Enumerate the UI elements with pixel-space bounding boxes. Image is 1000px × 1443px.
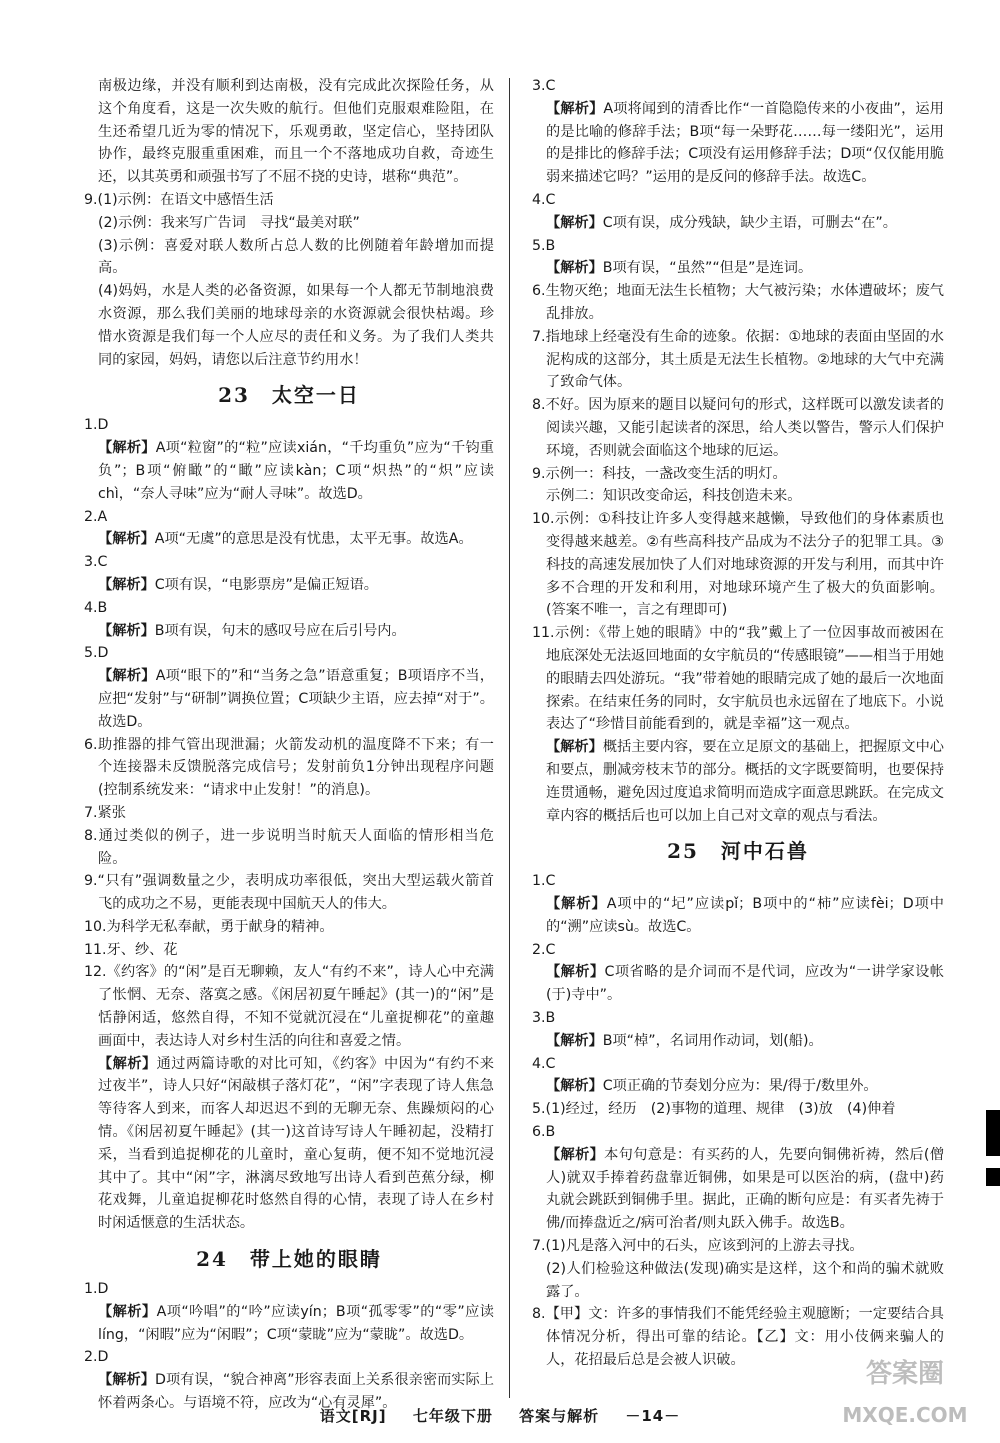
answer-item: 5.(1)经过，经历 (2)事物的道理、规律 (3)放 (4)伸着 — [532, 1101, 896, 1118]
analysis-paragraph — [84, 1301, 494, 1347]
answer-item: 7.紧张 — [84, 804, 126, 821]
analysis-paragraph — [84, 665, 494, 733]
section-24-answers-cont — [532, 75, 944, 827]
analysis-text: C项正确的节奏划分应为：果/得于/数里外。 — [602, 1078, 878, 1095]
analysis-paragraph — [84, 1053, 494, 1235]
analysis-paragraph — [532, 893, 944, 939]
q9-answers — [84, 189, 494, 371]
answer-item: 12.《约客》的“闲”是百无聊赖，友人“有约不来”，诗人心中充满了怅惘、无奈、落寞之感。《闲居初夏午睡起》(其一)的“闲”是恬静闲适，悠然自得，不知不觉就沉浸在“儿童捉柳花”的童趣画面中，表达诗人对乡村生活的向往和喜爱之情。 — [84, 964, 494, 1049]
answer-line: (4)妈妈，水是人类的必备资源，如果每一个人都无节制地浪费水资源，那么我们美丽的地球母亲的水资源就会很快枯竭。珍惜水资源是我们每一个人应尽的责任和义务。为了我们人类共同的家园，妈妈，请您以后注意节约用水！ — [98, 283, 494, 368]
analysis-text: A项“吟唱”的“吟”应读yín；B项“孤零零”的“零”应读líng，“闲暇”应为“闲暇”；C项“蒙眬”应为“蒙眬”。故选D。 — [98, 1303, 494, 1343]
answer-item: 3.C — [532, 78, 556, 94]
answer-item: 6.生物灭绝；地面无法生长植物；大气被污染；水体遭破坏；废气乱排放。 — [532, 283, 944, 322]
analysis-tag: 【解析】 — [546, 260, 603, 277]
answer-item: 5.D — [84, 645, 109, 662]
analysis-paragraph — [532, 1144, 944, 1235]
analysis-tag: 【解析】 — [546, 964, 605, 981]
analysis-text: A项将闻到的清香比作“一首隐隐传来的小夜曲”，运用的是比喻的修辞手法；B项“每一朵野花……每一缕阳光”，运用的是排比的修辞手法；C项没有运用修辞手法；D项“仅仅能用脆弱来描述它吗？”运用的是反问的修辞手法。故选C。 — [546, 100, 944, 186]
footer-grade: 七年级下册 — [412, 1407, 493, 1425]
analysis-text: A项“眼下的”和“当务之急”语意重复；B项语序不当，应把“发射”与“研制”调换位置；C项缺少主语，应去掉“对于”。故选D。 — [98, 668, 494, 730]
analysis-text: 通过两篇诗歌的对比可知，《约客》中因为“有约不来过夜半”，诗人只好“闲敲棋子落灯花”，“闲”字表现了诗人焦急等待客人到来，而客人却迟迟不到的无聊无奈、焦躁烦闷的心情。《闲居初夏午睡起》(其一)这首诗写诗人午睡初起，没精打采，当看到追捉柳花的儿童时，童心复萌，便不知不觉地沉浸其中了。其中“闲”字，淋漓尽致地写出诗人看到芭蕉分绿，柳花戏舞，儿童追捉柳花时悠然自得的心情，表现了诗人在乡村时闲适惬意的生活状态。 — [98, 1055, 494, 1232]
answer-item: 6.助推器的排气管出现泄漏；火箭发动机的温度降不下来；有一个连接器未反馈脱落完成信号；发射前负1分钟出现程序问题(控制系统发来：“请求中止发射！”的消息)。 — [84, 736, 494, 799]
analysis-paragraph — [532, 1030, 944, 1053]
watermark-line2: MXQE.COM — [842, 1403, 968, 1427]
analysis-tag: 【解析】 — [98, 440, 156, 457]
analysis-text: B项有误，“虽然”“但是”是连词。 — [602, 260, 813, 277]
watermark-logo — [820, 1337, 990, 1437]
analysis-tag: 【解析】 — [98, 531, 155, 548]
left-column — [84, 75, 494, 1415]
answer-subline: 示例二：知识改变命运，科技创造未来。 — [546, 488, 802, 505]
answer-item: 7.(1)凡是落入河中的石头，应该到河的上游去寻找。 — [532, 1238, 864, 1255]
answer-item: 11.牙、纱、花 — [84, 941, 178, 958]
analysis-paragraph — [84, 437, 494, 505]
answer-item: 6.B — [532, 1124, 556, 1141]
answer-item: 1.D — [84, 417, 109, 434]
analysis-tag: 【解析】 — [98, 1372, 155, 1389]
answer-item: 3.B — [532, 1010, 556, 1027]
analysis-tag: 【解析】 — [546, 1078, 603, 1095]
answer-item: 3.C — [84, 554, 108, 571]
answer-line: (3)示例：喜爱对联人数所占总人数的比例随着年龄增加而提高。 — [98, 237, 494, 277]
analysis-tag: 【解析】 — [546, 1032, 603, 1049]
answer-item: 4.B — [84, 599, 108, 616]
answer-item: 7.指地球上经毫没有生命的迹象。依据：①地球的表面由坚固的水泥构成的这部分，其土质是无法生长植物。②地球的大气中充满了致命气体。 — [532, 328, 944, 391]
analysis-text: D项有误，“貌合神离”形容表面上关系很亲密而实际上怀着两条心。与语境不符，应改为“心有灵犀”。 — [98, 1372, 494, 1412]
analysis-text: A项“粒窗”的“粒”应读xián，“千均重负”应为“千钧重负”；B项“俯瞰”的“瞰”应读kàn；C项“炽热”的“炽”应读chì，“奈人寻味”应为“耐人寻味”。故选D。 — [98, 440, 494, 502]
answer-item: 2.C — [532, 941, 556, 958]
footer-title: 答案与解析 — [519, 1407, 600, 1425]
analysis-text: A项“无虞”的意思是没有忧患，太平无事。故选A。 — [154, 531, 473, 548]
answer-item: 8.通过类似的例子，进一步说明当时航天人面临的情形相当危险。 — [84, 827, 494, 867]
analysis-tag: 【解析】 — [546, 100, 604, 117]
section-25-answers — [532, 870, 944, 1372]
right-column — [532, 75, 944, 1372]
analysis-paragraph — [532, 212, 944, 235]
watermark-line1: 答案圈 — [865, 1359, 945, 1389]
answer-item: 2.A — [84, 508, 108, 525]
analysis-tag: 【解析】 — [98, 1055, 157, 1072]
answer-item: 1.D — [84, 1281, 109, 1298]
analysis-tag: 【解析】 — [98, 576, 155, 593]
analysis-tag: 【解析】 — [546, 1146, 605, 1163]
analysis-text: B项有误，句末的感叹号应在后引号内。 — [154, 622, 406, 639]
footer-page-number: －14－ — [625, 1407, 681, 1425]
answer-line: 9.(1)示例：在语文中感悟生活 — [84, 191, 274, 208]
answer-item: 9.“只有”强调数量之少，表明成功率很低，突出大型运载火箭首飞的成功之不易，更能表现中国航天人的伟大。 — [84, 873, 494, 913]
edge-tab-mark-small — [986, 1168, 1000, 1186]
answer-item: 8.不好。因为原来的题目以疑问句的形式，这样既可以激发读者的阅读兴趣，又能引起读者的深思，给人类以警告，警示人们保护环境，否则就会面临这个地球的厄运。 — [532, 397, 944, 459]
answer-item: 11.示例：《带上她的眼睛》中的“我”戴上了一位因事故而被困在地底深处无法返回地面的女宇航员的“传感眼镜”——相当于用她的眼睛去四处游玩。“我”带着她的眼睛完成了她的最后一次地面探索。在结束任务的同时，女宇航员也永远留在了地底下。小说表达了“珍惜目前能看到的，就是幸福”这一观点。 — [532, 625, 944, 733]
answer-item: 10.示例：①科技让许多人变得越来越懒，导致他们的身体素质也变得越来越差。②有些高科技产品成为不法分子的犯罪工具。③科技的高速发展加快了人们对地球资源的开发与利用，而其中许多不合理的开发和利用，对地球环境产生了极大的负面影响。(答案不唯一，言之有理即可) — [532, 511, 944, 619]
analysis-paragraph — [532, 1075, 944, 1098]
answer-item: 1.C — [532, 873, 556, 890]
footer-subject: 语文[RJ] — [319, 1407, 387, 1425]
analysis-paragraph — [532, 736, 944, 827]
answer-item: 2.D — [84, 1349, 109, 1366]
answer-item: 8.【甲】文：许多的事情我们不能凭经验主观臆断；一定要结合具体情况分析，得出可靠的结论。【乙】文：用小伎俩来骗人的人，花招最后总是会被人识破。 — [532, 1306, 944, 1369]
analysis-paragraph — [532, 961, 944, 1007]
analysis-paragraph — [84, 620, 494, 643]
answer-item: 5.B — [532, 237, 556, 254]
column-divider — [509, 78, 510, 1398]
analysis-text: C项省略的是介词而不是代词，应改为“一讲学家设帐(于)寺中”。 — [546, 964, 944, 1004]
analysis-text: 概括主要内容，要在立足原文的基础上，把握原文中心和要点，删减旁枝末节的部分。概括的文字既要简明，也要保持连贯通畅，避免因过度追求简明而造成字面意思跳跃。在完成文章内容的概括后也可以加上自己对文章的观点与看法。 — [546, 739, 944, 824]
analysis-paragraph — [84, 574, 494, 597]
section-24-answers — [84, 1278, 494, 1415]
analysis-text: C项有误，成分残缺，缺少主语，可删去“在”。 — [602, 214, 897, 231]
analysis-tag: 【解析】 — [98, 668, 156, 685]
analysis-paragraph — [84, 528, 494, 551]
analysis-text: A项中的“圮”应读pǐ；B项中的“柿”应读fèi；D项中的“溯”应读sù。故选C。 — [546, 896, 944, 935]
answer-item: 4.C — [532, 191, 556, 208]
analysis-text: B项“棹”，名词用作动词，划(船)。 — [602, 1032, 823, 1049]
analysis-tag: 【解析】 — [546, 896, 607, 913]
analysis-text: 本句句意是：有买药的人，先要向铜佛祈祷，然后(僧人)就双手捧着药盘靠近铜佛，如果是可以医治的病，(盘中)药丸就会跳跃到铜佛手里。据此，正确的断句应是：有买者先祷于佛/而捧盘近之/病可治者/则丸跃入佛手。故选B。 — [546, 1146, 944, 1232]
analysis-tag: 【解析】 — [546, 739, 603, 756]
analysis-tag: 【解析】 — [546, 214, 603, 231]
section-title-24: 24 带上她的眼睛 — [196, 1247, 382, 1272]
analysis-paragraph — [532, 98, 944, 189]
q8-continuation: 南极边缘，并没有顺利到达南极，没有完成此次探险任务，从这个角度看，这是一次失败的航行。但他们克服艰难险阻，在生还希望几近为零的情况下，乐观勇敢，坚定信心，坚持团队协作，最终克服重重困难，而且一个不落地成功自救，奇迹生还，以其英勇和顽强书写了不屈不挠的史诗，堪称“典范”。 — [98, 78, 494, 186]
answer-item: 9.示例一：科技，一盏改变生活的明灯。 — [532, 465, 787, 482]
analysis-tag: 【解析】 — [98, 1303, 157, 1320]
section-23-answers — [84, 414, 494, 1235]
analysis-text: C项有误，“电影票房”是偏正短语。 — [154, 576, 378, 593]
analysis-paragraph — [532, 257, 944, 280]
section-title-23: 23 太空一日 — [218, 383, 360, 408]
section-title-25: 25 河中石兽 — [667, 839, 809, 864]
edge-tab-mark — [986, 1110, 1000, 1156]
answer-subline: (2)人们检验这种做法(发现)确实是这样，这个和尚的骗术就败露了。 — [546, 1260, 944, 1300]
analysis-tag: 【解析】 — [98, 622, 155, 639]
answer-line: (2)示例：我来写广告词 寻找“最美对联” — [98, 214, 360, 231]
answer-item: 4.C — [532, 1055, 556, 1072]
answer-item: 10.为科学无私奉献，勇于献身的精神。 — [84, 918, 334, 935]
